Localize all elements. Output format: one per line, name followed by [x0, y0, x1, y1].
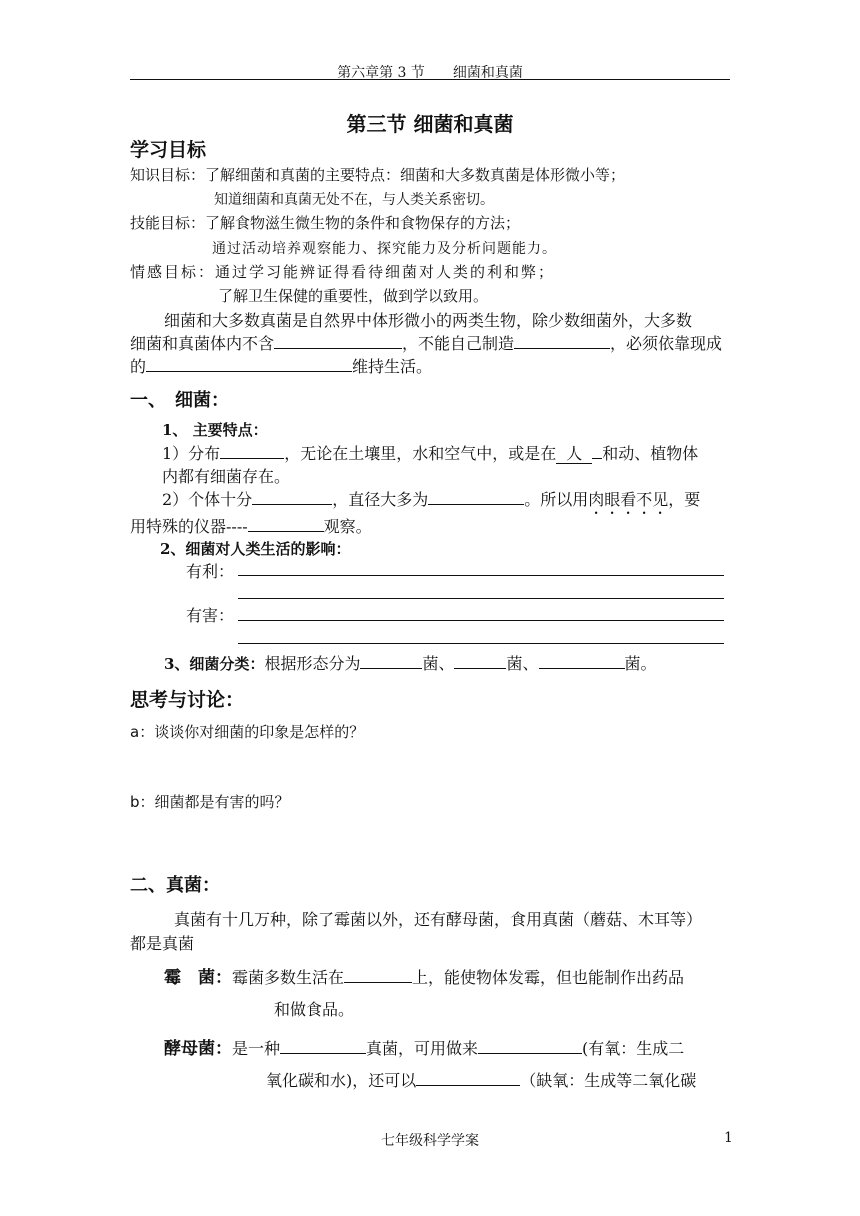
running-header: 第六章第 3 节 细菌和真菌	[337, 65, 523, 81]
blank-shape-2[interactable]	[454, 652, 506, 669]
blank-yeast-type[interactable]	[280, 1037, 366, 1054]
feature-text: ，要	[668, 490, 701, 509]
blank-shape-1[interactable]	[360, 652, 422, 669]
question-b: b：细菌都是有害的吗？	[130, 793, 290, 811]
subheading-classification: 3、细菌分类：	[164, 655, 265, 673]
intro-text: 维持生活。	[352, 357, 433, 376]
mold-line2: 和做食品。	[274, 1000, 355, 1019]
section-fungi-heading: 二、真菌：	[130, 875, 220, 896]
answer-line-harm-1[interactable]	[238, 620, 724, 621]
mold-text: 上，能使物体发霉，但也能制作出药品	[412, 968, 685, 987]
classification-text: 菌、	[506, 654, 539, 673]
classification-text: 菌、	[422, 654, 455, 673]
blank-size[interactable]	[252, 488, 332, 505]
feature-text: 和动、植物体	[602, 444, 699, 463]
emotion-goal-line2: 了解卫生保健的重要性，做到学以致用。	[218, 287, 489, 305]
label-harm: 有害：	[186, 606, 235, 625]
blank-yeast-use[interactable]	[478, 1037, 582, 1054]
intro-line2	[130, 331, 722, 354]
knowledge-goal-line1: 知识目标：了解细菌和真菌的主要特点：细菌和大多数真菌是体形微小等；	[130, 166, 626, 184]
blank-tail	[592, 442, 602, 459]
page-title: 第三节 细菌和真菌	[346, 112, 514, 136]
blank-distribution[interactable]	[220, 442, 284, 459]
blank-shape-3[interactable]	[539, 652, 625, 669]
knowledge-goal-line2: 知道细菌和真菌无处不在，与人类关系密切。	[214, 192, 494, 208]
blank-organic-matter[interactable]	[514, 332, 610, 349]
yeast-label: 酵母菌：	[164, 1039, 232, 1059]
feature-text: 观察。	[323, 517, 372, 536]
fungi-intro-line1: 真菌有十几万种，除了霉菌以外，还有酵母菌，食用真菌（蘑菇、木耳等）	[174, 910, 703, 929]
classification-text: 根据形态分为	[264, 654, 361, 673]
feature-1-line2: 内都有细菌存在。	[162, 467, 291, 486]
emotion-goal-line1: 情感目标：通过学习能辨证得看待细菌对人类的利和弊；	[130, 263, 556, 281]
feature-text: 用特殊的仪器----	[130, 517, 248, 536]
answer-line-harm-2[interactable]	[238, 643, 724, 644]
yeast-line1	[164, 1034, 684, 1059]
blank-yeast-use-2[interactable]	[416, 1069, 520, 1086]
feature-text: 1）分布	[162, 444, 221, 463]
feature-1-line1	[162, 441, 698, 464]
blank-mold-habitat[interactable]	[344, 966, 412, 983]
answer-line-benefit-2[interactable]	[238, 598, 724, 599]
subheading-main-features: 1、 主要特点：	[162, 421, 268, 439]
feature-text: 2）个体十分	[162, 490, 253, 509]
fungi-intro-line2: 都是真菌	[130, 934, 195, 953]
mold-label: 霉 菌：	[164, 968, 232, 988]
question-a: a：谈谈你对细菌的印象是怎样的？	[130, 723, 365, 741]
intro-text: ，不能自己制造	[402, 334, 515, 353]
yeast-text: 是一种	[232, 1039, 281, 1058]
objectives-heading: 学习目标	[130, 139, 207, 161]
feature-2-line2	[130, 514, 372, 537]
classification-text: 菌。	[624, 654, 657, 673]
yeast-text: 氧化碳和水)，还可以	[266, 1071, 417, 1090]
blank-instrument[interactable]	[248, 515, 324, 532]
header-rule	[130, 79, 730, 80]
intro-text: 的	[130, 357, 147, 376]
emphasized-text: 肉眼看不见	[588, 490, 669, 509]
intro-line3	[130, 354, 432, 377]
answer-line-benefit-1[interactable]	[238, 575, 724, 576]
section-bacteria-heading: 一、 细菌：	[130, 390, 229, 411]
subheading-impact: 2、细菌对人类生活的影响：	[160, 540, 351, 558]
feature-text: 。所以用	[524, 490, 589, 509]
feature-text: ，直径大多为	[332, 490, 429, 509]
label-benefit: 有利：	[186, 562, 235, 581]
mold-text: 霉菌多数生活在	[232, 968, 345, 987]
yeast-line2	[266, 1068, 696, 1091]
skill-goal-line1: 技能目标：了解食物滋生微生物的条件和食物保存的方法；	[130, 214, 521, 232]
blank-organic-source[interactable]	[146, 355, 352, 372]
yeast-text: (有氧：生成二	[582, 1039, 685, 1058]
footer-title: 七年级科学学案	[381, 1133, 479, 1149]
page-number: 1	[724, 1130, 733, 1146]
feature-text: ，无论在土壤里，水和空气中，或是在	[284, 444, 557, 463]
classification-line	[164, 651, 657, 674]
yeast-text: （缺氧：生成等二氧化碳	[520, 1071, 697, 1090]
skill-goal-line2: 通过活动培养观察能力、探究能力及分析问题能力。	[212, 241, 557, 257]
blank-diameter[interactable]	[428, 488, 524, 505]
blank-nutrient[interactable]	[274, 332, 402, 349]
intro-text: ，必须依靠现成	[610, 334, 723, 353]
intro-line1: 细菌和大多数真菌是自然界中体形微小的两类生物，除少数细菌外，大多数	[164, 311, 693, 330]
yeast-text: 真菌，可用做来	[366, 1039, 479, 1058]
intro-text: 细菌和真菌体内不含	[130, 334, 275, 353]
mold-line1	[164, 963, 684, 988]
filled-answer-human: 人	[556, 444, 592, 464]
discussion-heading: 思考与讨论：	[130, 689, 245, 711]
